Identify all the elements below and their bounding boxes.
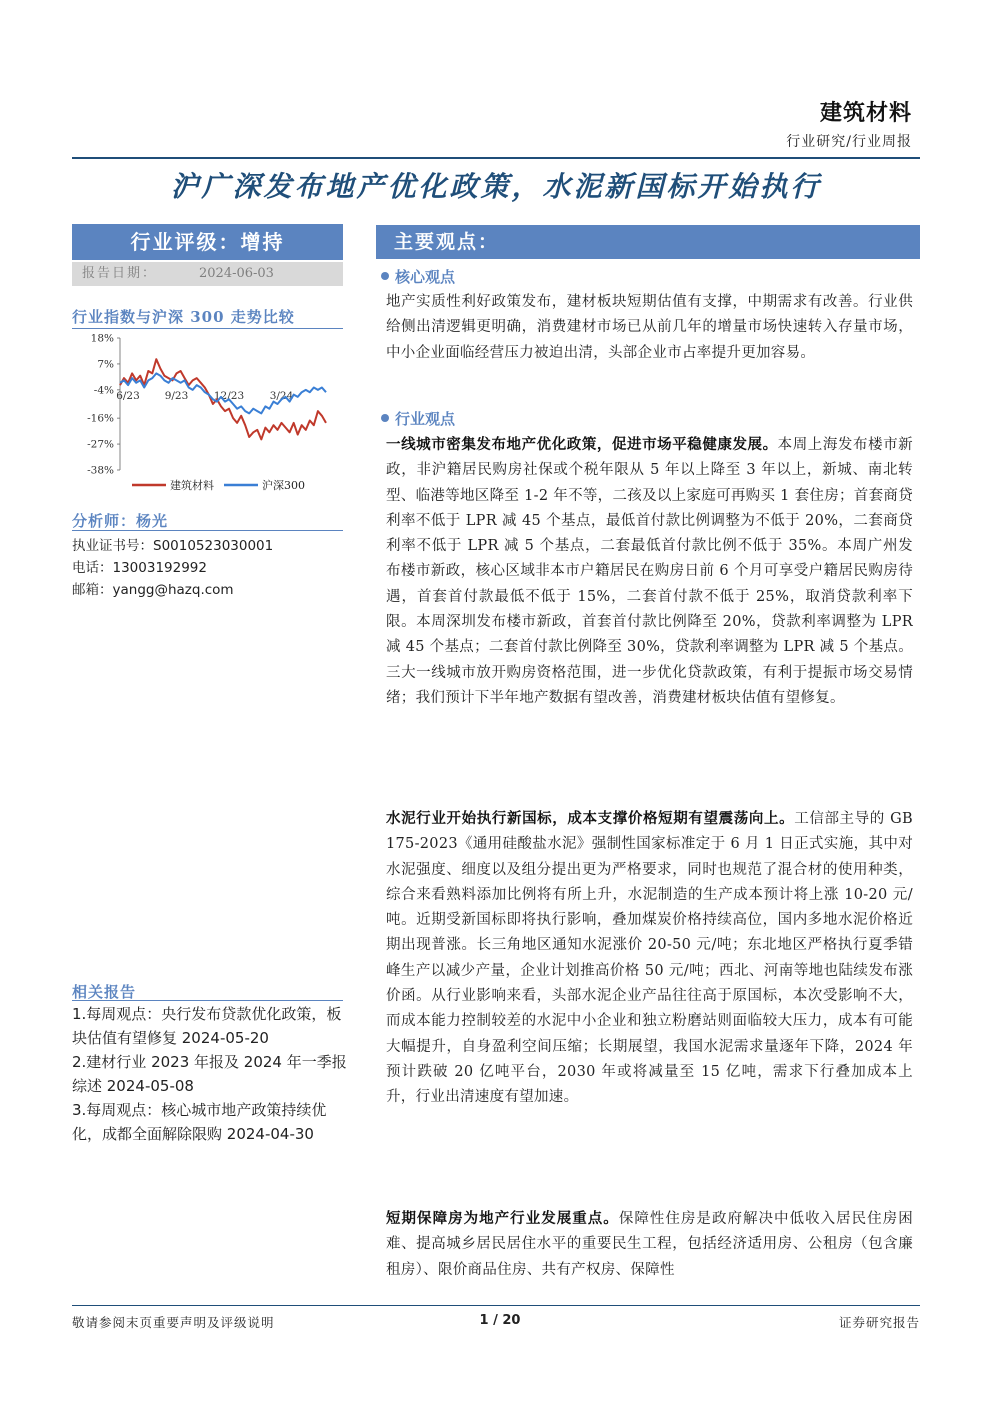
y-tick-label: -27% <box>87 438 114 451</box>
index-trend-chart <box>72 330 343 500</box>
y-tick-label: -4% <box>93 384 114 397</box>
related-report-item[interactable]: 3.每周观点：核心城市地产政策持续优化，成都全面解除限购 2024-04-30 <box>72 1101 327 1143</box>
x-tick-label: 3/24 <box>269 389 294 402</box>
footer-report-type: 证券研究报告 <box>838 1315 920 1330</box>
footer-disclaimer[interactable]: 敬请参阅末页重要声明及评级说明 <box>72 1315 275 1330</box>
y-tick-label: -38% <box>87 464 114 477</box>
analyst-email: 邮箱：yangg@hazq.com <box>72 582 234 598</box>
analyst-phone: 电话：13003192992 <box>72 560 207 576</box>
housing-paragraph-lead: 短期保障房为地产行业发展重点。 <box>386 1210 619 1227</box>
header-divider <box>72 157 920 159</box>
y-tick-label: -16% <box>87 412 114 425</box>
y-tick-label: 18% <box>90 332 114 345</box>
cement-paragraph <box>386 806 913 1111</box>
housing-paragraph-body: 保障性住房是政府解决中低收入居民住房困难、提高城乡居民居住水平的重要民生工程，包括经济适用房、公租房（包含廉租房）、限价商品住房、共有产权房、保障性 <box>386 1211 914 1278</box>
y-tick-label: 7% <box>97 358 114 371</box>
main-views-header: 主要观点： <box>376 225 920 259</box>
related-reports-divider <box>72 1000 343 1001</box>
analyst-section-title: 分析师：杨光 <box>72 512 169 530</box>
chart-section-divider <box>72 328 343 329</box>
report-date-value: 2024-06-03 <box>199 266 274 281</box>
industry-views-heading <box>381 408 455 429</box>
report-date-row <box>72 262 343 286</box>
page-number: 1 / 20 <box>479 1313 521 1328</box>
core-views-heading <box>381 266 455 287</box>
core-views-paragraph: 地产实质性利好政策发布，建材板块短期估值有支撑，中期需求有改善。行业供给侧出清逻辑更明确，消费建材市场已从前几年的增量市场快速转入存量市场，中小企业面临经营压力被迫出清，头部企业市占率提升更加容易。 <box>386 294 913 361</box>
policy-paragraph-body: 本周上海发布楼市新政，非沪籍居民购房社保或个税年限从 5 年以上降至 3 年以上，新城、南北转型、临港等地区降至 1-2 年不等，二孩及以上家庭可再购买 1 套住房；首套商贷利率不低于 LPR 减 45 个基点，最低首付款比例调整为不低于 20%，二套商贷利率不低于 LPR 减 5 个基点，二套最低首付款比例不低于 35%。本周广州发布楼市新政，核心区域非本市户籍居民在购房日前 6 个月可享受户籍居民购房待遇，首套首付款最低不低于 15%，二套首付款不低于 25%，取消贷款利率下限。本周深圳发布楼市新政，首套首付款比例降至 20%，贷款利率调整为 LPR 减 45 个基点；二套首付款比例降至 30%，贷款利率调整为 LPR 减 5 个基点。三大一线城市放开购房资格范围，进一步优化贷款政策，有利于提振市场交易情绪；我们预计下半年地产数据有望改善，消费建材板块估值有望修复。 <box>386 437 914 706</box>
industry-category: 建筑材料 <box>819 100 912 126</box>
report-date-label: 报告日期： <box>82 266 158 281</box>
industry-views-label: 行业观点 <box>395 410 456 428</box>
related-reports-title: 相关报告 <box>72 983 137 1001</box>
policy-paragraph-lead: 一线城市密集发布地产优化政策，促进市场平稳健康发展。 <box>386 436 778 453</box>
core-views-label: 核心观点 <box>395 268 456 286</box>
related-reports-list <box>72 1002 347 1146</box>
legend-label: 建筑材料 <box>170 479 214 492</box>
policy-paragraph <box>386 432 913 711</box>
cement-paragraph-body: 工信部主导的 GB 175-2023《通用硅酸盐水泥》强制性国家标准定于 6 月 1 日正式实施，其中对水泥强度、细度以及组分提出更为严格要求，同时也规范了混合材的使用种类，综合来看熟料添加比例将有所上升，水泥制造的生产成本预计将上涨 10-20 元/吨。近期受新国标即将执行影响，叠加煤炭价格持续高位，国内多地水泥价格近期出现普涨。长三角地区通知水泥涨价 20-50 元/吨；东北地区严格执行夏季错峰生产以减少产量，企业计划推高价格 50 元/吨；西北、河南等地也陆续发布涨价函。从行业影响来看，头部水泥企业产品往往高于原国标，本次受影响不大，而成本能力控制较差的水泥中小企业和独立粉磨站则面临较大压力，成本有可能大幅提升，自身盈利空间压缩；长期展望，我国水泥需求量逐年下降，2024 年预计跌破 20 亿吨平台，2030 年或将减量至 15 亿吨，需求下行叠加成本上升，行业出清速度有望加速。 <box>386 811 913 1106</box>
housing-paragraph <box>386 1206 913 1283</box>
report-type: 行业研究/行业周报 <box>786 134 912 150</box>
x-tick-label: 6/23 <box>116 389 140 402</box>
analyst-certificate: 执业证书号：S0010523030001 <box>72 538 274 554</box>
legend-label: 沪深300 <box>262 479 305 492</box>
x-tick-label: 9/23 <box>164 389 189 402</box>
bullet-dot-icon <box>381 414 389 422</box>
report-title: 沪广深发布地产优化政策，水泥新国标开始执行 <box>170 170 822 203</box>
footer-divider <box>72 1305 920 1306</box>
bullet-dot-icon <box>381 272 389 280</box>
related-report-item[interactable]: 1.每周观点：央行发布贷款优化政策，板块估值有望修复 2024-05-20 <box>72 1005 342 1047</box>
x-tick-label: 12/23 <box>213 389 245 402</box>
related-report-item[interactable]: 2.建材行业 2023 年报及 2024 年一季报综述 2024-05-08 <box>72 1053 347 1095</box>
analyst-section-divider <box>72 530 343 531</box>
industry-rating: 行业评级：增持 <box>72 224 343 260</box>
cement-paragraph-lead: 水泥行业开始执行新国标，成本支撑价格短期有望震荡向上。 <box>386 810 795 827</box>
chart-section-title: 行业指数与沪深 300 走势比较 <box>72 308 295 326</box>
